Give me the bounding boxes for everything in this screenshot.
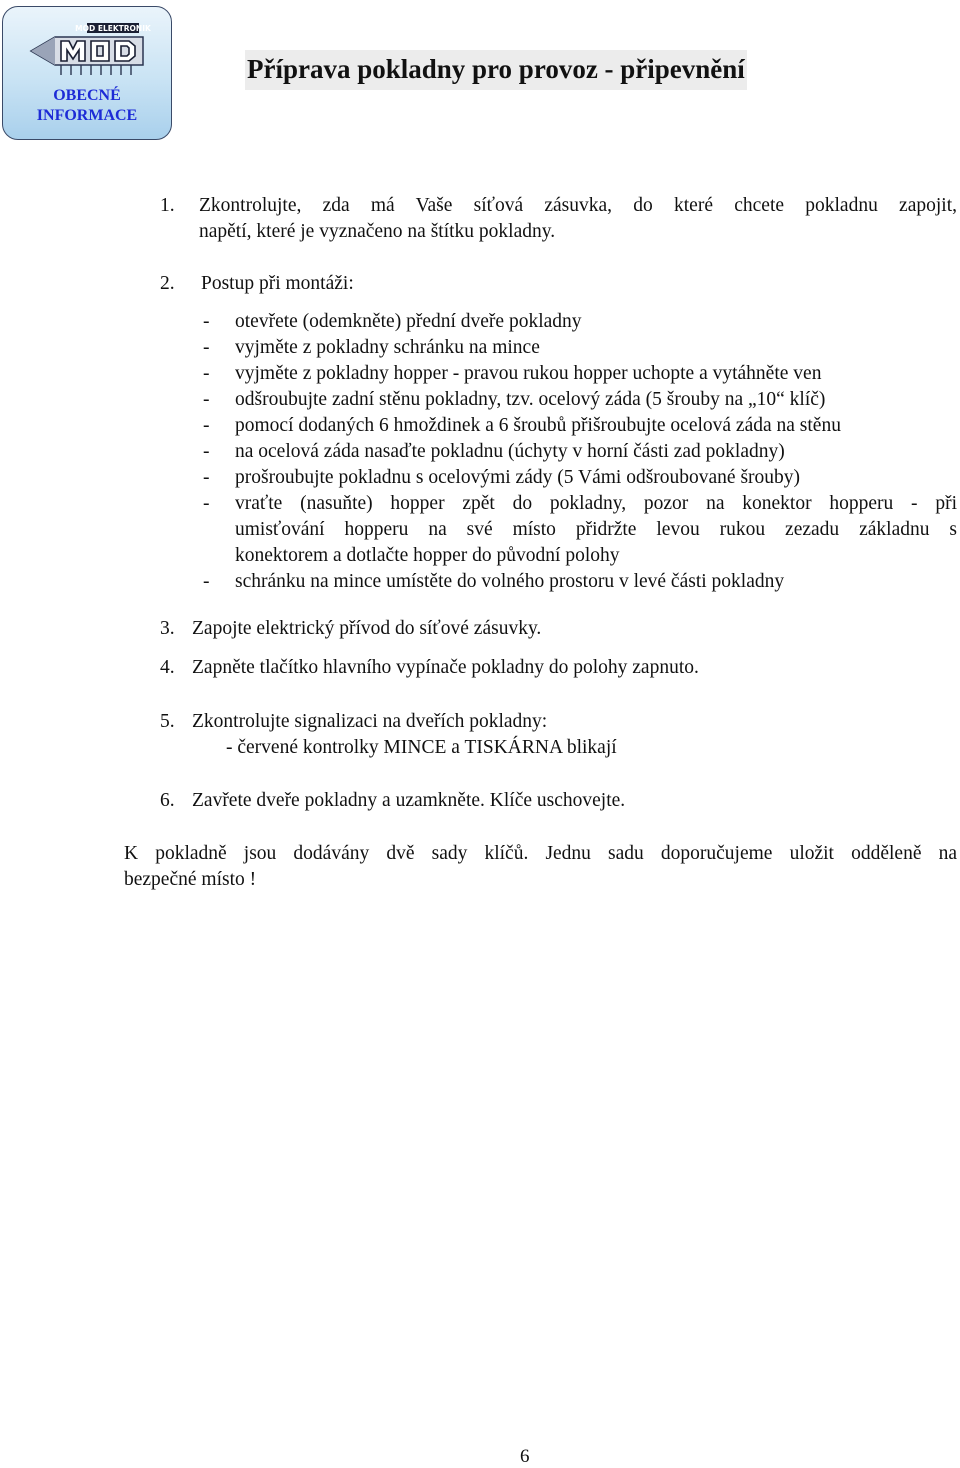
item-2-number: 2.: [160, 273, 175, 294]
bullet-item: prošroubujte pokladnu s ocelovými zády (5 Vámi odšroubované šrouby): [235, 467, 801, 488]
item-4-number: 4.: [160, 657, 175, 678]
bullet-item-continued: umisťování hopperu na své místo přidržte levou rukou zezadu základnu s: [235, 519, 957, 540]
item-6-text: Zavřete dveře pokladny a uzamkněte. Klíče uschovejte.: [192, 790, 626, 811]
bullet-item: vyjměte z pokladny hopper - pravou rukou hopper uchopte a vytáhněte ven: [235, 363, 822, 384]
bullet-dash: -: [203, 415, 210, 436]
bullet-dash: -: [203, 441, 210, 462]
bullet-item: vyjměte z pokladny schránku na mince: [235, 337, 540, 358]
note-line-2: bezpečné místo !: [124, 869, 257, 890]
item-4-text: Zapněte tlačítko hlavního vypínače pokladny do polohy zapnuto.: [192, 657, 699, 678]
bullet-dash: -: [203, 389, 210, 410]
company-logo: [2, 6, 172, 140]
logo-caption-line-2: INFORMACE: [36, 107, 138, 124]
item-3-number: 3.: [160, 618, 175, 639]
logo-caption: [3, 86, 171, 126]
page-title: Příprava pokladny pro provoz - připevnění: [245, 50, 747, 90]
bullet-dash: -: [203, 363, 210, 384]
bullet-item: odšroubujte zadní stěnu pokladny, tzv. ocelový záda (5 šrouby na „10“ klíč): [235, 389, 826, 410]
item-5-sub: - červené kontrolky MINCE a TISKÁRNA blikají: [226, 737, 617, 758]
bullet-dash: -: [203, 571, 210, 592]
item-6-number: 6.: [160, 790, 175, 811]
bullet-item: pomocí dodaných 6 hmoždinek a 6 šroubů přišroubujte ocelová záda na stěnu: [235, 415, 841, 436]
logo-caption-line-1: OBECNÉ: [53, 87, 121, 104]
bullet-dash: -: [203, 467, 210, 488]
note-line-1: K pokladně jsou dodávány dvě sady klíčů. Jednu sadu doporučujeme uložit odděleně na: [124, 843, 957, 864]
bullet-dash: -: [203, 493, 210, 514]
item-1-line-2: napětí, které je vyznačeno na štítku pokladny.: [199, 221, 556, 242]
bullet-item: otevřete (odemkněte) přední dveře pokladny: [235, 311, 582, 332]
item-1-number: 1.: [160, 195, 175, 216]
item-3-text: Zapojte elektrický přívod do síťové zásuvky.: [192, 618, 542, 639]
item-5-number: 5.: [160, 711, 175, 732]
item-1-line-1: Zkontrolujte, zda má Vaše síťová zásuvka, do které chcete pokladnu zapojit,: [199, 195, 957, 216]
bullet-item: na ocelová záda nasaďte pokladnu (úchyty v horní části zad pokladny): [235, 441, 785, 462]
bullet-dash: -: [203, 311, 210, 332]
page-number: 6: [520, 1446, 530, 1467]
item-2-text: Postup při montáži:: [201, 273, 354, 294]
bullet-dash: -: [203, 337, 210, 358]
bullet-item-continued: konektorem a dotlačte hopper do původní polohy: [235, 545, 620, 566]
bullet-item: schránku na mince umístěte do volného prostoru v levé části pokladny: [235, 571, 785, 592]
item-5-text: Zkontrolujte signalizaci na dveřích pokladny:: [192, 711, 548, 732]
logo-text: MOD ELEKTRONIK: [75, 24, 151, 33]
bullet-item: vraťte (nasuňte) hopper zpět do pokladny, pozor na konektor hopperu - při: [235, 493, 957, 514]
mod-elektronik-logo-icon: [25, 21, 153, 79]
